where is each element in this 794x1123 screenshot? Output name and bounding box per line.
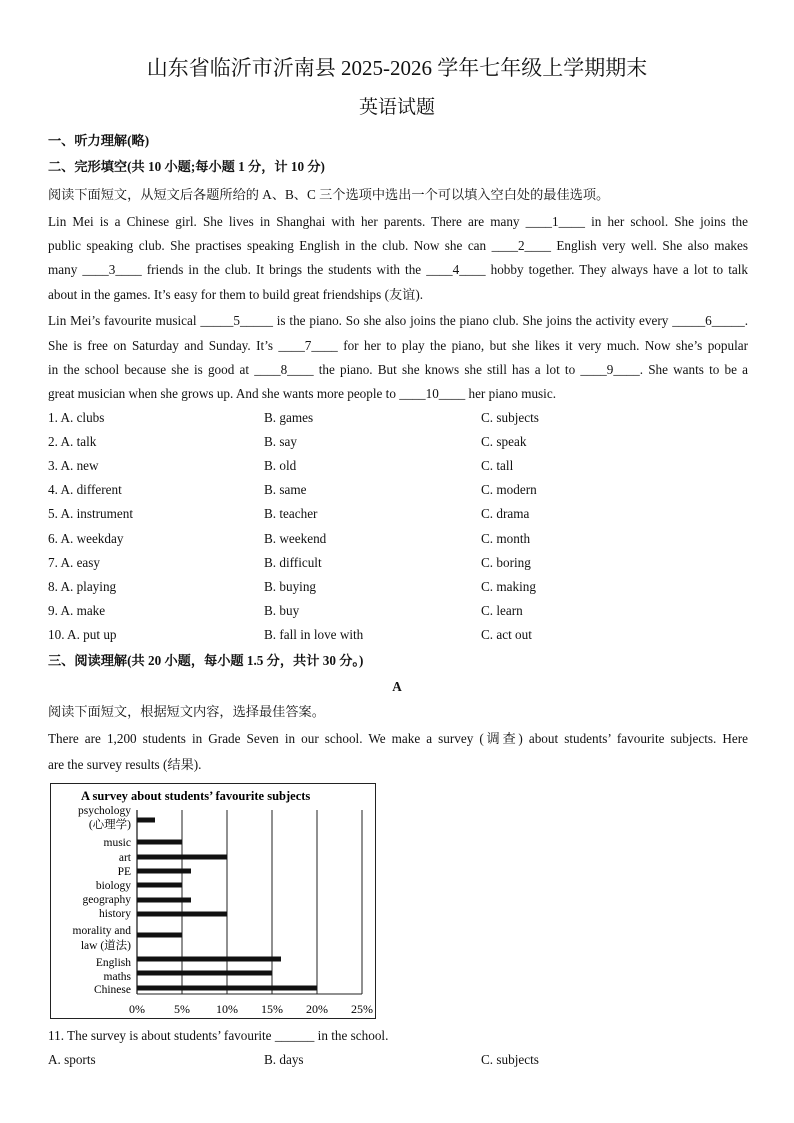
cloze-blank: _____6_____ <box>672 313 745 328</box>
question-11-option-c[interactable]: C. subjects <box>481 1052 539 1067</box>
question-3-option-a[interactable]: 3. A. new <box>48 458 99 474</box>
category-label: (心理学) <box>88 819 131 831</box>
category-label: music <box>103 837 131 849</box>
question-9-option-c[interactable]: C. learn <box>481 602 523 618</box>
question-6-option-c[interactable]: C. month <box>481 530 531 546</box>
cloze-blank: ____8____ <box>254 362 314 377</box>
passage-line <box>48 362 748 378</box>
category-label: psychology <box>77 805 131 817</box>
bar <box>137 957 281 962</box>
section3-instruction: 阅读下面短文，根据短文内容，选择最佳答案。 <box>48 704 325 719</box>
passage-text: . She wants to be a <box>639 362 748 377</box>
category-label: history <box>99 908 131 920</box>
cloze-blank: ____2____ <box>491 238 551 253</box>
question-6-option-b[interactable]: B. weekend <box>264 530 327 546</box>
question-5-option-b[interactable]: B. teacher <box>264 506 318 522</box>
question-4-option-a[interactable]: 4. A. different <box>48 482 122 498</box>
passage-text: great musician when she grows up. And she wants more people to <box>48 386 400 401</box>
question-9-option-b[interactable]: B. buy <box>264 602 300 618</box>
bar <box>137 855 227 860</box>
cloze-blank: ____10____ <box>399 386 466 401</box>
passage-line <box>48 386 748 402</box>
question-10-option-b[interactable]: B. fall in love with <box>264 626 364 642</box>
bar <box>137 933 182 938</box>
cloze-blank: ____7____ <box>278 338 338 353</box>
passage-text: many <box>48 262 83 277</box>
cloze-blank: ____9____ <box>580 362 640 377</box>
cloze-blank: _____5_____ <box>200 313 273 328</box>
passage-line <box>48 262 748 278</box>
section3-heading: 三、阅读理解(共 20 小题，每小题 1.5 分，共计 30 分。) <box>48 653 364 668</box>
section1-heading: 一、听力理解(略) <box>48 133 150 148</box>
x-tick-label: 10% <box>216 1002 238 1016</box>
question-1-option-c[interactable]: C. subjects <box>481 410 539 425</box>
bar <box>137 971 272 976</box>
passage-text: . <box>744 313 749 328</box>
question-8-option-a[interactable]: 8. A. playing <box>48 578 117 594</box>
exam-subtitle: 英语试题 <box>358 97 435 118</box>
question-11-option-a[interactable]: A. sports <box>48 1052 96 1067</box>
question-1-option-b[interactable]: B. games <box>264 410 314 425</box>
passage-text: for her to play the piano, but she likes it very much. Now she’s popular <box>337 338 748 353</box>
passage-text: Lin Mei is a Chinese girl. She lives in Shanghai with her parents. There are many <box>48 214 526 229</box>
x-tick-label: 25% <box>351 1002 373 1016</box>
question-4-option-c[interactable]: C. modern <box>481 482 537 498</box>
category-label: morality and <box>72 925 131 937</box>
passage-text: English very well. She also makes <box>550 238 748 253</box>
passage-text: in her school. She joins the <box>584 214 748 229</box>
category-label: art <box>118 852 131 864</box>
passage-text: Lin Mei’s favourite musical <box>48 313 201 328</box>
chart-title: A survey about students’ favourite subjects <box>81 789 311 803</box>
question-2-option-a[interactable]: 2. A. talk <box>48 434 97 450</box>
survey-chart <box>50 783 376 1019</box>
question-5-option-a[interactable]: 5. A. instrument <box>48 506 133 522</box>
question-7-option-c[interactable]: C. boring <box>481 554 531 570</box>
category-label: law (道法) <box>80 940 131 952</box>
x-tick-label: 0% <box>129 1002 145 1016</box>
question-9-option-a[interactable]: 9. A. make <box>48 602 106 618</box>
bar <box>137 818 155 823</box>
bar <box>137 912 227 917</box>
cloze-blank: ____4____ <box>426 262 486 277</box>
bar <box>137 840 182 845</box>
bar <box>137 986 317 991</box>
section2-instruction: 阅读下面短文，从短文后各题所给的 A、B、C 三个选项中选出一个可以填入空白处的最佳选项。 <box>48 187 610 202</box>
question-3-option-c[interactable]: C. tall <box>481 458 514 474</box>
question-6-option-a[interactable]: 6. A. weekday <box>48 530 124 546</box>
passage-text: She is free on Saturday and Sunday. It’s <box>48 338 279 353</box>
category-label: Chinese <box>93 984 131 996</box>
category-label: geography <box>82 894 131 906</box>
question-4-option-b[interactable]: B. same <box>264 482 307 498</box>
passage-text: friends in the club. It brings the students with the <box>141 262 427 277</box>
category-label: English <box>95 957 131 969</box>
question-2-option-c[interactable]: C. speak <box>481 434 527 450</box>
passage-text: public speaking club. She practises speaking English in the club. Now she can <box>48 238 492 253</box>
question-10-option-c[interactable]: C. act out <box>481 626 532 642</box>
reading-intro-line2: are the survey results (结果). <box>48 757 202 772</box>
category-label: PE <box>117 866 131 878</box>
passage-line <box>48 338 748 354</box>
question-7-option-a[interactable]: 7. A. easy <box>48 554 101 570</box>
passage-text: her piano music. <box>465 386 556 401</box>
question-3-option-b[interactable]: B. old <box>264 458 297 474</box>
bar <box>137 883 182 888</box>
bar <box>137 869 191 874</box>
part-label: A <box>392 679 402 694</box>
question-7-option-b[interactable]: B. difficult <box>264 554 322 570</box>
passage-text: hobby together. They always have a lot to talk <box>485 262 748 277</box>
reading-intro-line1: There are 1,200 students in Grade Seven in our school. We make a survey (调查) about students’ favourite subjects. Here <box>48 731 748 746</box>
passage-text: is the piano. So she also joins the piano club. She joins the activity every <box>272 313 673 328</box>
passage-text: about in the games. It’s easy for them to build great friendships (友谊). <box>48 287 424 302</box>
x-tick-label: 20% <box>306 1002 328 1016</box>
passage-text: in the school because she is good at <box>48 362 255 377</box>
question-11-option-b[interactable]: B. days <box>264 1052 304 1067</box>
exam-title: 山东省临沂市沂南县 2025-2026 学年七年级上学期期末 <box>146 56 648 80</box>
x-tick-label: 5% <box>174 1002 190 1016</box>
survey-chart-svg <box>51 784 375 1018</box>
cloze-blank: ____1____ <box>525 214 585 229</box>
question-8-option-b[interactable]: B. buying <box>264 578 317 594</box>
x-tick-label: 15% <box>261 1002 283 1016</box>
cloze-blank: ____3____ <box>82 262 142 277</box>
section2-heading: 二、完形填空(共 10 小题;每小题 1 分，计 10 分) <box>48 159 325 174</box>
passage-line <box>48 214 748 230</box>
passage-line <box>48 313 748 329</box>
passage-text: the piano. But she knows she still has a lot to <box>313 362 581 377</box>
question-11-stem: 11. The survey is about students’ favourite ______ in the school. <box>48 1028 389 1043</box>
question-8-option-c[interactable]: C. making <box>481 578 536 594</box>
category-label: biology <box>95 880 131 892</box>
question-2-option-b[interactable]: B. say <box>264 434 297 450</box>
passage-line <box>48 238 748 254</box>
bar <box>137 898 191 903</box>
question-1-option-a[interactable]: 1. A. clubs <box>48 410 105 425</box>
question-10-option-a[interactable]: 10. A. put up <box>48 626 117 642</box>
passage-line <box>48 287 748 303</box>
category-label: maths <box>103 971 131 983</box>
question-5-option-c[interactable]: C. drama <box>481 506 530 522</box>
